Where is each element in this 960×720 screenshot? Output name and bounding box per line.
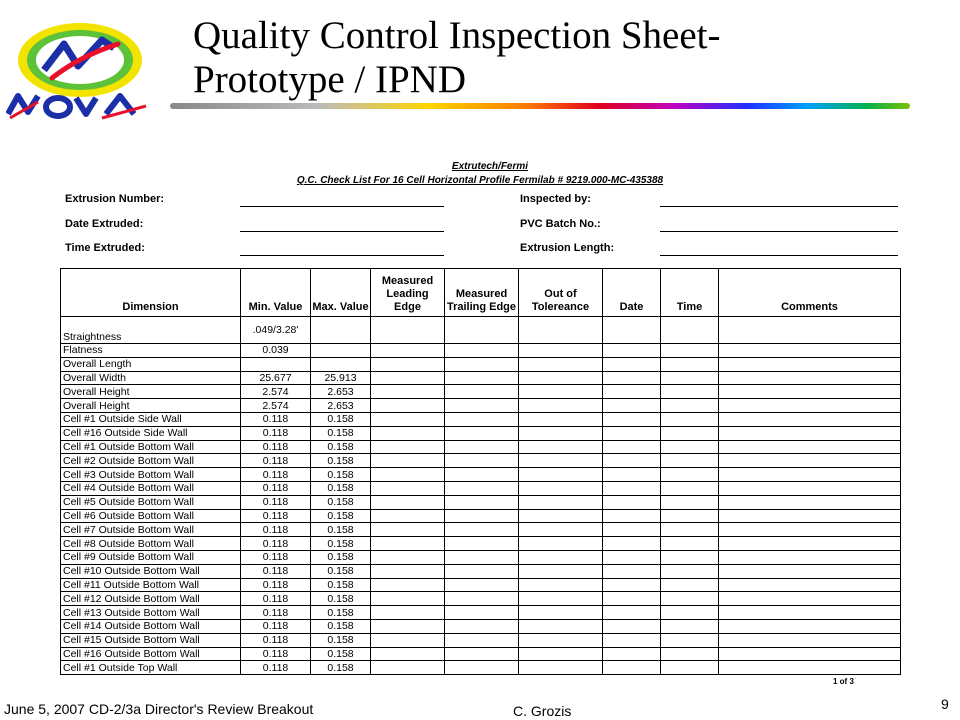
cell-min-value: 0.118: [241, 661, 311, 675]
cell-out-of-tolerance: [519, 523, 603, 537]
cell-dimension: Flatness: [61, 344, 241, 358]
cell-measured-leading: [371, 412, 445, 426]
cell-comments: [719, 578, 901, 592]
slide-number: 9: [941, 696, 949, 712]
cell-out-of-tolerance: [519, 619, 603, 633]
cell-min-value: 0.118: [241, 454, 311, 468]
cell-measured-trailing: [445, 550, 519, 564]
cell-min-value: [241, 357, 311, 371]
sheet-header-checklist: Q.C. Check List For 16 Cell Horizontal Profile Fermilab # 9219.000-MC-435388: [296, 175, 664, 186]
cell-measured-leading: [371, 481, 445, 495]
cell-dimension: Cell #3 Outside Bottom Wall: [61, 468, 241, 482]
cell-date: [603, 399, 661, 413]
cell-date: [603, 440, 661, 454]
cell-comments: [719, 564, 901, 578]
field-line-extrusion-length: [660, 255, 898, 256]
column-header-leading: Measured Leading Edge: [371, 269, 445, 317]
cell-min-value: 0.118: [241, 550, 311, 564]
cell-min-value: 2.574: [241, 399, 311, 413]
field-label-extrusion-length: Extrusion Length:: [520, 242, 615, 254]
table-row: [61, 440, 901, 454]
cell-measured-trailing: [445, 481, 519, 495]
cell-measured-leading: [371, 385, 445, 399]
cell-measured-leading: [371, 550, 445, 564]
cell-out-of-tolerance: [519, 412, 603, 426]
cell-time: [661, 481, 719, 495]
cell-dimension: Cell #1 Outside Bottom Wall: [61, 440, 241, 454]
cell-time: [661, 537, 719, 551]
cell-measured-trailing: [445, 537, 519, 551]
table-row: [61, 495, 901, 509]
cell-max-value: 0.158: [311, 633, 371, 647]
cell-time: [661, 317, 719, 344]
table-row: [61, 633, 901, 647]
table-row: [61, 317, 901, 344]
table-row: [61, 385, 901, 399]
cell-out-of-tolerance: [519, 468, 603, 482]
cell-measured-leading: [371, 606, 445, 620]
cell-measured-trailing: [445, 317, 519, 344]
cell-min-value: 0.118: [241, 495, 311, 509]
cell-out-of-tolerance: [519, 440, 603, 454]
cell-measured-trailing: [445, 661, 519, 675]
cell-time: [661, 578, 719, 592]
cell-dimension: Overall Width: [61, 371, 241, 385]
cell-min-value: 0.118: [241, 578, 311, 592]
field-label-time-extruded: Time Extruded:: [65, 242, 145, 254]
footer-event: June 5, 2007 CD-2/3a Director's Review Breakout: [4, 701, 314, 717]
column-header-time: Time: [661, 269, 719, 317]
cell-date: [603, 619, 661, 633]
cell-out-of-tolerance: [519, 385, 603, 399]
cell-max-value: 0.158: [311, 481, 371, 495]
cell-max-value: 0.158: [311, 495, 371, 509]
field-label-inspected-by: Inspected by:: [520, 193, 591, 205]
cell-comments: [719, 509, 901, 523]
cell-min-value: 0.118: [241, 426, 311, 440]
cell-measured-leading: [371, 647, 445, 661]
cell-date: [603, 647, 661, 661]
cell-date: [603, 481, 661, 495]
cell-comments: [719, 468, 901, 482]
table-row: [61, 523, 901, 537]
cell-min-value: 0.118: [241, 440, 311, 454]
field-line-extrusion-number: [240, 206, 444, 207]
cell-max-value: 0.158: [311, 468, 371, 482]
cell-max-value: 0.158: [311, 440, 371, 454]
table-row: [61, 564, 901, 578]
cell-measured-trailing: [445, 385, 519, 399]
cell-measured-leading: [371, 426, 445, 440]
cell-dimension: Cell #5 Outside Bottom Wall: [61, 495, 241, 509]
cell-measured-trailing: [445, 426, 519, 440]
cell-max-value: 0.158: [311, 606, 371, 620]
cell-min-value: 0.118: [241, 647, 311, 661]
table-row: [61, 371, 901, 385]
cell-time: [661, 385, 719, 399]
cell-out-of-tolerance: [519, 550, 603, 564]
table-row: [61, 537, 901, 551]
field-line-date-extruded: [240, 231, 444, 232]
cell-max-value: 0.158: [311, 592, 371, 606]
cell-date: [603, 661, 661, 675]
cell-time: [661, 495, 719, 509]
cell-out-of-tolerance: [519, 371, 603, 385]
cell-out-of-tolerance: [519, 578, 603, 592]
cell-max-value: [311, 357, 371, 371]
inspection-table: [60, 268, 901, 675]
cell-measured-trailing: [445, 647, 519, 661]
cell-out-of-tolerance: [519, 357, 603, 371]
cell-out-of-tolerance: [519, 426, 603, 440]
cell-out-of-tolerance: [519, 399, 603, 413]
cell-out-of-tolerance: [519, 537, 603, 551]
cell-max-value: 0.158: [311, 578, 371, 592]
cell-time: [661, 523, 719, 537]
cell-time: [661, 647, 719, 661]
table-row: [61, 606, 901, 620]
cell-comments: [719, 481, 901, 495]
table-row: [61, 481, 901, 495]
cell-comments: [719, 412, 901, 426]
cell-dimension: Cell #11 Outside Bottom Wall: [61, 578, 241, 592]
cell-measured-leading: [371, 661, 445, 675]
cell-measured-trailing: [445, 371, 519, 385]
cell-out-of-tolerance: [519, 592, 603, 606]
slide-title-line2: Prototype / IPND: [193, 58, 466, 101]
cell-measured-trailing: [445, 564, 519, 578]
field-label-pvc-batch: PVC Batch No.:: [520, 218, 601, 230]
cell-time: [661, 661, 719, 675]
cell-comments: [719, 619, 901, 633]
table-row: [61, 619, 901, 633]
cell-measured-leading: [371, 344, 445, 358]
cell-comments: [719, 426, 901, 440]
cell-max-value: 0.158: [311, 619, 371, 633]
cell-time: [661, 412, 719, 426]
cell-measured-leading: [371, 578, 445, 592]
sheet-header: [60, 160, 900, 188]
cell-measured-leading: [371, 399, 445, 413]
cell-out-of-tolerance: [519, 606, 603, 620]
cell-measured-trailing: [445, 523, 519, 537]
cell-date: [603, 523, 661, 537]
cell-date: [603, 317, 661, 344]
cell-out-of-tolerance: [519, 344, 603, 358]
cell-time: [661, 426, 719, 440]
cell-min-value: 0.118: [241, 606, 311, 620]
cell-measured-trailing: [445, 633, 519, 647]
cell-measured-trailing: [445, 412, 519, 426]
cell-measured-trailing: [445, 357, 519, 371]
table-row: [61, 592, 901, 606]
table-row: [61, 550, 901, 564]
table-row: [61, 344, 901, 358]
cell-comments: [719, 523, 901, 537]
cell-dimension: Cell #9 Outside Bottom Wall: [61, 550, 241, 564]
cell-measured-trailing: [445, 606, 519, 620]
cell-measured-trailing: [445, 592, 519, 606]
column-header-min: Min. Value: [241, 269, 311, 317]
cell-max-value: [311, 344, 371, 358]
table-row: [61, 357, 901, 371]
column-header-out-of-tolerance: Out of Tolereance: [519, 269, 603, 317]
cell-max-value: [311, 317, 371, 344]
cell-measured-trailing: [445, 440, 519, 454]
cell-measured-trailing: [445, 619, 519, 633]
field-line-time-extruded: [240, 255, 444, 256]
cell-comments: [719, 454, 901, 468]
cell-comments: [719, 606, 901, 620]
cell-max-value: 0.158: [311, 523, 371, 537]
cell-min-value: 0.118: [241, 633, 311, 647]
cell-comments: [719, 633, 901, 647]
cell-out-of-tolerance: [519, 495, 603, 509]
column-header-dimension: Dimension: [61, 269, 241, 317]
cell-out-of-tolerance: [519, 647, 603, 661]
cell-date: [603, 578, 661, 592]
cell-date: [603, 592, 661, 606]
cell-measured-leading: [371, 454, 445, 468]
column-header-trailing: Measured Trailing Edge: [445, 269, 519, 317]
cell-max-value: 0.158: [311, 412, 371, 426]
cell-min-value: 25.677: [241, 371, 311, 385]
cell-out-of-tolerance: [519, 454, 603, 468]
table-row: [61, 412, 901, 426]
cell-measured-leading: [371, 440, 445, 454]
cell-out-of-tolerance: [519, 317, 603, 344]
cell-max-value: 2.653: [311, 399, 371, 413]
cell-comments: [719, 661, 901, 675]
cell-dimension: Cell #8 Outside Bottom Wall: [61, 537, 241, 551]
cell-measured-trailing: [445, 454, 519, 468]
table-body: [61, 317, 901, 675]
cell-dimension: Cell #13 Outside Bottom Wall: [61, 606, 241, 620]
cell-date: [603, 412, 661, 426]
cell-measured-leading: [371, 317, 445, 344]
cell-dimension: Cell #16 Outside Bottom Wall: [61, 647, 241, 661]
cell-time: [661, 564, 719, 578]
cell-dimension: Overall Height: [61, 399, 241, 413]
cell-time: [661, 357, 719, 371]
cell-time: [661, 619, 719, 633]
sheet-page-indicator: 1 of 3: [833, 677, 854, 686]
cell-date: [603, 495, 661, 509]
slide-title: [193, 14, 721, 102]
cell-time: [661, 592, 719, 606]
cell-min-value: 0.118: [241, 481, 311, 495]
cell-measured-trailing: [445, 509, 519, 523]
cell-date: [603, 509, 661, 523]
cell-dimension: Overall Length: [61, 357, 241, 371]
cell-min-value: 0.118: [241, 537, 311, 551]
field-line-inspected-by: [660, 206, 898, 207]
cell-comments: [719, 495, 901, 509]
cell-measured-leading: [371, 357, 445, 371]
cell-dimension: Cell #12 Outside Bottom Wall: [61, 592, 241, 606]
cell-min-value: 2.574: [241, 385, 311, 399]
field-label-date-extruded: Date Extruded:: [65, 218, 144, 230]
cell-measured-trailing: [445, 495, 519, 509]
cell-date: [603, 550, 661, 564]
cell-measured-leading: [371, 523, 445, 537]
cell-date: [603, 537, 661, 551]
cell-dimension: Cell #4 Outside Bottom Wall: [61, 481, 241, 495]
cell-time: [661, 440, 719, 454]
cell-date: [603, 426, 661, 440]
cell-measured-leading: [371, 619, 445, 633]
cell-max-value: 0.158: [311, 647, 371, 661]
title-rule: [170, 103, 910, 109]
table-header-row: [61, 269, 901, 317]
field-line-pvc-batch: [660, 231, 898, 232]
table-row: [61, 509, 901, 523]
column-header-max: Max. Value: [311, 269, 371, 317]
cell-dimension: Cell #10 Outside Bottom Wall: [61, 564, 241, 578]
cell-date: [603, 468, 661, 482]
cell-comments: [719, 317, 901, 344]
field-label-extrusion-number: Extrusion Number:: [65, 193, 165, 205]
cell-min-value: 0.118: [241, 468, 311, 482]
cell-measured-leading: [371, 592, 445, 606]
nova-logo-icon: [6, 18, 156, 122]
cell-measured-trailing: [445, 344, 519, 358]
cell-time: [661, 633, 719, 647]
cell-min-value: 0.118: [241, 619, 311, 633]
cell-dimension: Cell #1 Outside Top Wall: [61, 661, 241, 675]
cell-measured-leading: [371, 537, 445, 551]
cell-max-value: 0.158: [311, 550, 371, 564]
cell-min-value: 0.118: [241, 412, 311, 426]
cell-max-value: 25.913: [311, 371, 371, 385]
cell-min-value: .049/3.28': [241, 317, 311, 344]
column-header-comments: Comments: [719, 269, 901, 317]
cell-max-value: 0.158: [311, 661, 371, 675]
table-row: [61, 454, 901, 468]
table-row: [61, 647, 901, 661]
cell-max-value: 0.158: [311, 537, 371, 551]
cell-time: [661, 550, 719, 564]
cell-min-value: 0.118: [241, 523, 311, 537]
cell-comments: [719, 371, 901, 385]
sheet-header-company: Extrutech/Fermi: [451, 161, 529, 172]
cell-time: [661, 468, 719, 482]
cell-date: [603, 564, 661, 578]
column-header-date: Date: [603, 269, 661, 317]
cell-min-value: 0.118: [241, 592, 311, 606]
table-row: [61, 661, 901, 675]
cell-time: [661, 399, 719, 413]
table-row: [61, 399, 901, 413]
cell-out-of-tolerance: [519, 509, 603, 523]
cell-dimension: Overall Height: [61, 385, 241, 399]
cell-date: [603, 385, 661, 399]
cell-time: [661, 371, 719, 385]
table-row: [61, 468, 901, 482]
cell-dimension: Straightness: [61, 317, 241, 344]
cell-comments: [719, 647, 901, 661]
cell-dimension: Cell #1 Outside Side Wall: [61, 412, 241, 426]
table-row: [61, 426, 901, 440]
cell-measured-leading: [371, 468, 445, 482]
cell-out-of-tolerance: [519, 633, 603, 647]
cell-measured-trailing: [445, 578, 519, 592]
cell-date: [603, 371, 661, 385]
cell-min-value: 0.118: [241, 564, 311, 578]
cell-date: [603, 344, 661, 358]
cell-comments: [719, 357, 901, 371]
cell-date: [603, 454, 661, 468]
cell-measured-leading: [371, 495, 445, 509]
cell-comments: [719, 537, 901, 551]
cell-time: [661, 606, 719, 620]
cell-comments: [719, 440, 901, 454]
cell-time: [661, 344, 719, 358]
cell-comments: [719, 399, 901, 413]
cell-out-of-tolerance: [519, 564, 603, 578]
cell-measured-leading: [371, 509, 445, 523]
cell-measured-leading: [371, 371, 445, 385]
cell-min-value: 0.118: [241, 509, 311, 523]
table-row: [61, 578, 901, 592]
cell-out-of-tolerance: [519, 661, 603, 675]
cell-date: [603, 606, 661, 620]
cell-comments: [719, 550, 901, 564]
cell-dimension: Cell #14 Outside Bottom Wall: [61, 619, 241, 633]
cell-measured-trailing: [445, 399, 519, 413]
cell-dimension: Cell #2 Outside Bottom Wall: [61, 454, 241, 468]
slide-title-line1: Quality Control Inspection Sheet-: [193, 14, 721, 57]
cell-max-value: 0.158: [311, 564, 371, 578]
cell-out-of-tolerance: [519, 481, 603, 495]
cell-measured-trailing: [445, 468, 519, 482]
cell-time: [661, 509, 719, 523]
cell-dimension: Cell #16 Outside Side Wall: [61, 426, 241, 440]
cell-comments: [719, 385, 901, 399]
cell-date: [603, 633, 661, 647]
cell-max-value: 0.158: [311, 509, 371, 523]
cell-dimension: Cell #7 Outside Bottom Wall: [61, 523, 241, 537]
cell-dimension: Cell #6 Outside Bottom Wall: [61, 509, 241, 523]
cell-date: [603, 357, 661, 371]
cell-max-value: 2.653: [311, 385, 371, 399]
cell-measured-leading: [371, 564, 445, 578]
footer-author: C. Grozis: [513, 703, 572, 719]
cell-comments: [719, 344, 901, 358]
cell-max-value: 0.158: [311, 454, 371, 468]
cell-measured-leading: [371, 633, 445, 647]
cell-max-value: 0.158: [311, 426, 371, 440]
cell-dimension: Cell #15 Outside Bottom Wall: [61, 633, 241, 647]
cell-min-value: 0.039: [241, 344, 311, 358]
cell-comments: [719, 592, 901, 606]
cell-time: [661, 454, 719, 468]
